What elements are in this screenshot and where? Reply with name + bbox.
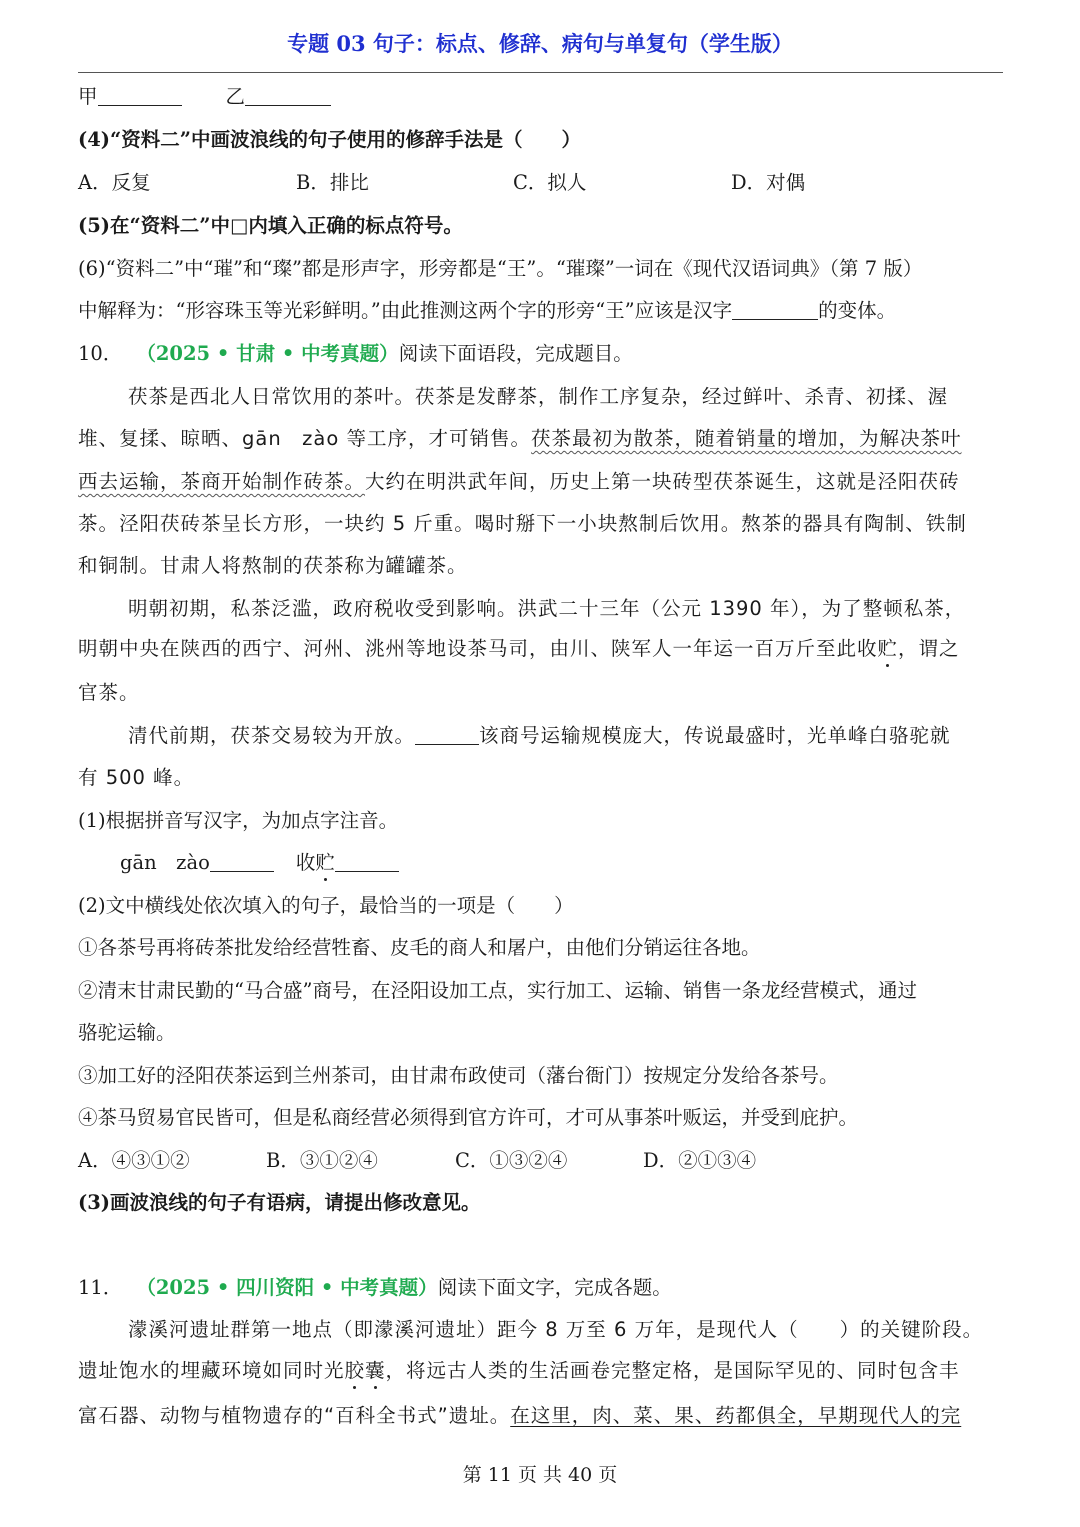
q9-sub6-text: 中解释为：“形容珠玉等光彩鲜明。”由此推测这两个字的形旁“王”应该是汉字 bbox=[78, 299, 733, 322]
q10-p3-line1-a: 清代前期，茯茶交易较为开放。 bbox=[128, 724, 416, 747]
q11-line2 bbox=[78, 1358, 960, 1384]
header-divider bbox=[78, 72, 1003, 73]
q11-instruction: 阅读下面文字，完成各题。 bbox=[437, 1276, 672, 1299]
q10-p3-line1 bbox=[128, 723, 951, 749]
shou-char: 收 bbox=[295, 851, 316, 874]
q10-sentence-4: ④茶马贸易官民皆可，但是私商经营必须得到官方许可，才可从事茶叶贩运，并受到庇护。 bbox=[78, 1106, 859, 1129]
q10-p1-line2-a: 堆、复揉、晾晒、gān zào 等工序，才可销售。 bbox=[78, 427, 532, 450]
q9-option-b[interactable]: B．排比 bbox=[296, 171, 369, 194]
q9-sub6-tail: 的变体。 bbox=[818, 299, 897, 322]
q9-option-a[interactable]: A．反复 bbox=[78, 171, 151, 194]
q9-option-d[interactable]: D．对偶 bbox=[731, 171, 806, 194]
q9-sub5: (5)在“资料二”中□内填入正确的标点符号。 bbox=[78, 214, 463, 237]
jia-yi-answer-line bbox=[78, 84, 331, 110]
q10-p1-line3-b: 大约在明洪武年间，历史上第一块砖型茯茶诞生，这就是泾阳茯砖 bbox=[365, 470, 960, 493]
q10-heading bbox=[78, 341, 633, 367]
underlined-sentence: 在这里，肉、菜、果、药都俱全，早期现代人的完 bbox=[510, 1404, 962, 1427]
q11-heading bbox=[78, 1275, 672, 1301]
jia-blank[interactable] bbox=[98, 85, 182, 106]
yi-label: 乙 bbox=[225, 85, 246, 108]
q10-p3-line2: 有 500 峰。 bbox=[78, 766, 195, 789]
page-header-title: 专题 03 句子：标点、修辞、病句与单复句（学生版） bbox=[287, 31, 793, 56]
q10-p1-line4: 茶。泾阳茯砖茶呈长方形，一块约 5 斤重。喝时掰下一小块熬制后饮用。熬茶的器具有陶制、铁制 bbox=[78, 512, 967, 535]
dotted-char-zhu: 贮 bbox=[877, 637, 899, 660]
page-footer: 第 11 页 共 40 页 bbox=[462, 1464, 618, 1486]
q10-sub2-stem: (2)文中横线处依次填入的句子，最恰当的一项是（ ） bbox=[78, 894, 574, 917]
q10-p2-line2 bbox=[78, 636, 960, 662]
dotted-char-jiao: 胶 bbox=[344, 1359, 366, 1382]
q10-p2-line2-a: 明朝中央在陕西的西宁、河州、洮州等地设茶马司，由川、陕军人一年运一百万斤至此收 bbox=[78, 637, 878, 660]
jia-label: 甲 bbox=[78, 85, 98, 108]
q11-line3-a: 富石器、动物与植物遗存的“百科全书式”遗址。 bbox=[78, 1404, 511, 1427]
q9-sub6-line1: (6)“资料二”中“璀”和“璨”都是形声字，形旁都是“王”。“璀璨”一词在《现代汉语词典》（第 7 版） bbox=[78, 257, 923, 280]
q10-p1-line2 bbox=[78, 426, 962, 452]
q10-p2-line3: 官茶。 bbox=[78, 681, 140, 704]
q10-p2-line2-b: ，谓之 bbox=[898, 637, 960, 660]
q11-line1: 濛溪河遗址群第一地点（即濛溪河遗址）距今 8 万至 6 万年，是现代人（ ）的关键阶段。 bbox=[128, 1318, 984, 1341]
q10-sentence-1: ①各茶号再将砖茶批发给经营牲畜、皮毛的商人和屠户，由他们分销运往各地。 bbox=[78, 936, 761, 959]
q10-p3-line1-b: 该商号运输规模庞大，传说最盛时，光单峰白骆驼就 bbox=[479, 724, 951, 747]
q10-source: （2025 • 甘肃 • 中考真题） bbox=[136, 342, 399, 365]
q10-number: 10． bbox=[78, 342, 123, 365]
q10-p3-blank[interactable] bbox=[415, 724, 479, 745]
q10-sentence-2b: 骆驼运输。 bbox=[78, 1021, 176, 1044]
q10-p1-line3 bbox=[78, 469, 960, 495]
q11-number: 11． bbox=[78, 1276, 123, 1299]
q10-option-d[interactable]: D．②①③④ bbox=[643, 1149, 757, 1172]
q10-sub1-answers bbox=[120, 850, 399, 876]
q11-source: （2025 • 四川资阳 • 中考真题） bbox=[136, 1276, 438, 1299]
q9-sub4-stem: (4)“资料二”中画波浪线的句子使用的修辞手法是（ ） bbox=[78, 128, 581, 151]
q10-instruction: 阅读下面语段，完成题目。 bbox=[398, 342, 633, 365]
q9-sub6-blank[interactable] bbox=[732, 299, 818, 320]
yi-blank[interactable] bbox=[245, 85, 331, 106]
q10-p1-line5: 和铜制。甘肃人将熬制的茯茶称为罐罐茶。 bbox=[78, 554, 468, 577]
q11-line2-a: 遗址饱水的埋藏环境如同时光 bbox=[78, 1359, 345, 1382]
q10-p2-line1: 明朝初期，私茶泛滥，政府税收受到影响。洪武二十三年（公元 1390 年），为了整顿私茶， bbox=[128, 597, 966, 620]
q10-sub1-stem: (1)根据拼音写汉字，为加点字注音。 bbox=[78, 809, 399, 832]
q10-option-b[interactable]: B．③①②④ bbox=[266, 1149, 378, 1172]
pinyin-ganzao: gān zào bbox=[120, 851, 210, 874]
q10-option-a[interactable]: A．④③①② bbox=[78, 1149, 190, 1172]
ganzao-blank[interactable] bbox=[210, 851, 274, 872]
q10-option-c[interactable]: C．①③②④ bbox=[455, 1149, 568, 1172]
q11-line2-b: ，将远古人类的生活画卷完整定格，是国际罕见的、同时包含丰 bbox=[385, 1359, 960, 1382]
q10-sentence-3: ③加工好的泾阳茯茶运到兰州茶司，由甘肃布政使司（藩台衙门）按规定分发给各茶号。 bbox=[78, 1064, 839, 1087]
q11-line3 bbox=[78, 1403, 961, 1429]
wavy-sentence-part1: 茯茶最初为散茶，随着销量的增加，为解决茶叶 bbox=[531, 427, 962, 450]
q9-option-c[interactable]: C．拟人 bbox=[513, 171, 587, 194]
dotted-char-zhu-answer: 贮 bbox=[315, 851, 335, 874]
dotted-char-nang: 囊 bbox=[365, 1359, 386, 1382]
q10-sub3: (3)画波浪线的句子有语病，请提出修改意见。 bbox=[78, 1191, 481, 1214]
q10-p1-line1: 茯茶是西北人日常饮用的茶叶。茯茶是发酵茶，制作工序复杂，经过鲜叶、杀青、初揉、渥 bbox=[128, 385, 949, 408]
shouzhu-blank[interactable] bbox=[335, 851, 399, 872]
q10-sentence-2a: ②清末甘肃民勤的“马合盛”商号，在泾阳设加工点，实行加工、运输、销售一条龙经营模式，通过 bbox=[78, 979, 917, 1002]
wavy-sentence-part2: 西去运输，茶商开始制作砖茶。 bbox=[78, 470, 366, 493]
q9-sub6-line2 bbox=[78, 298, 896, 324]
